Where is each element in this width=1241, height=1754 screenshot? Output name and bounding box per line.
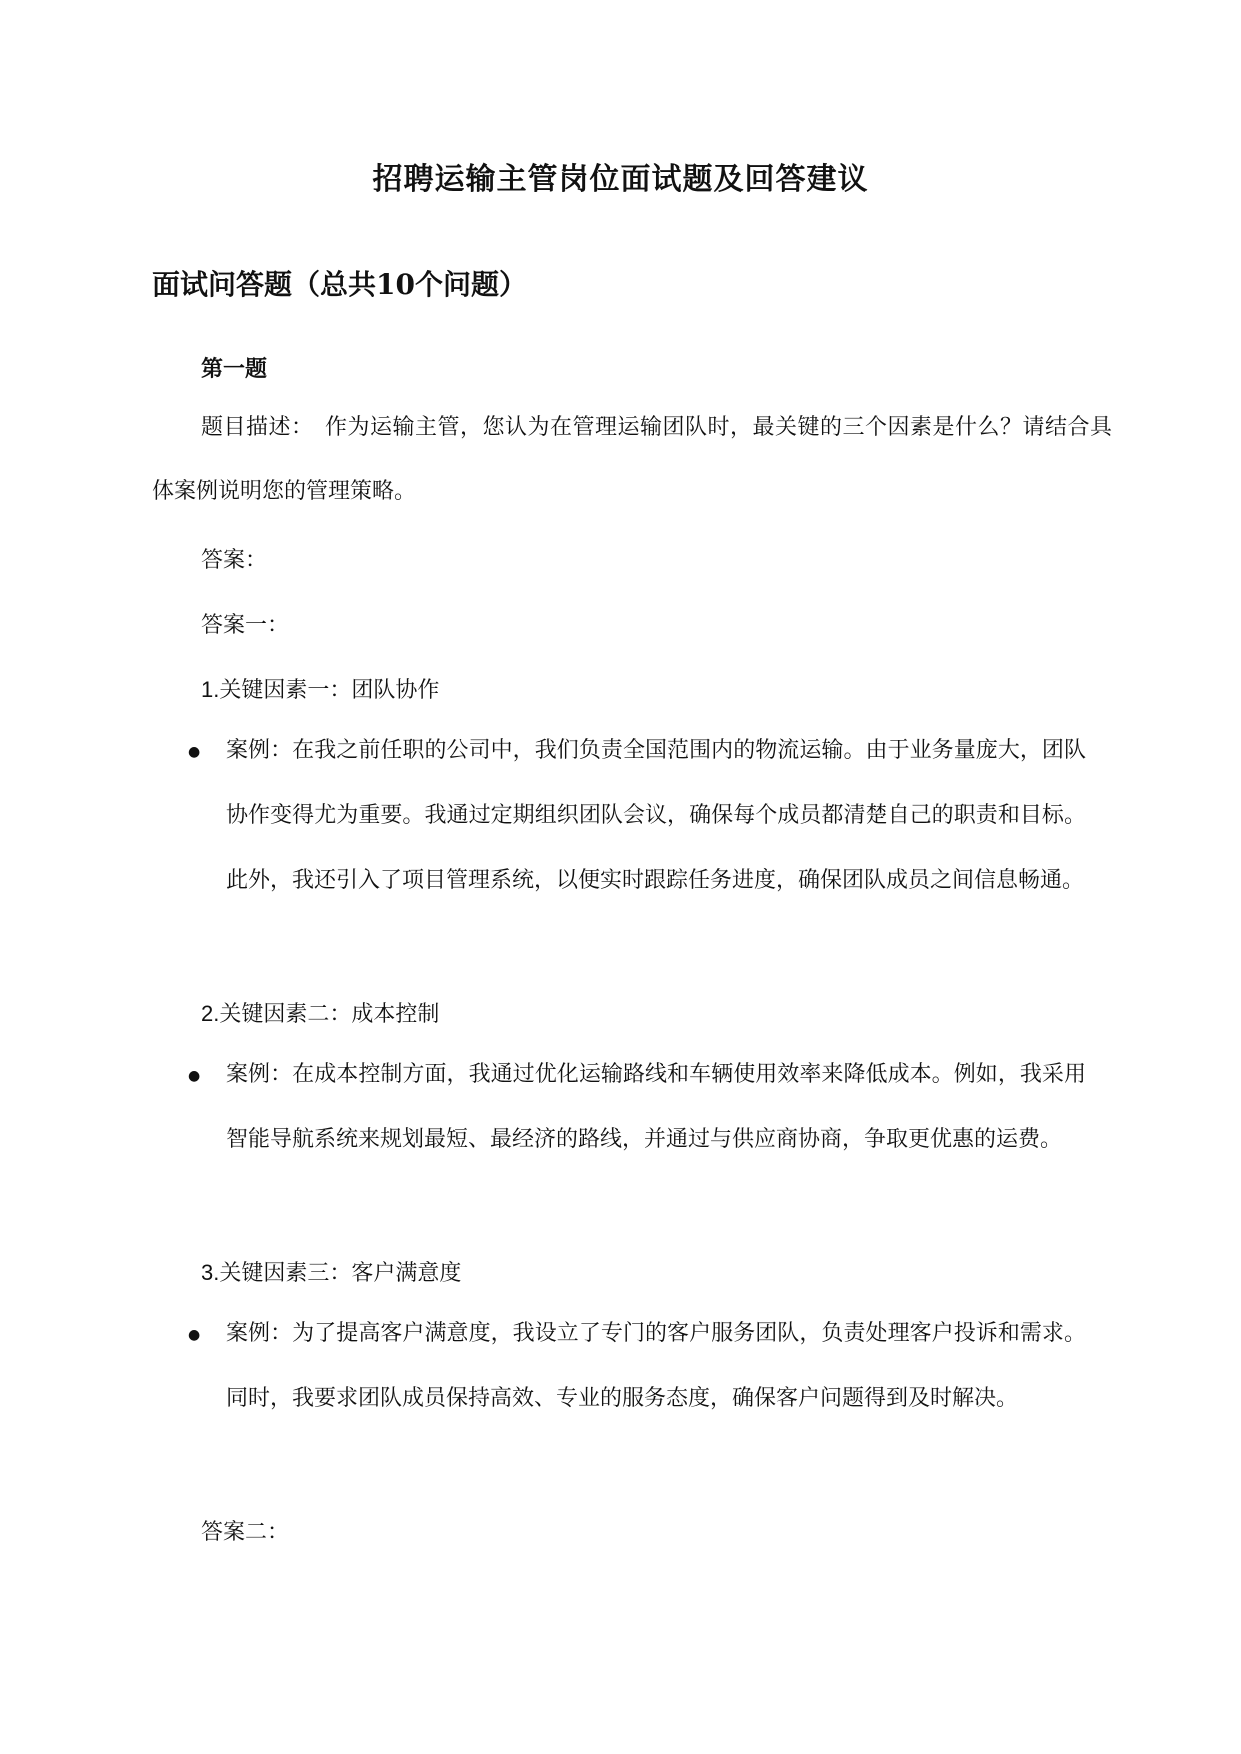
factor-case: 案例：在成本控制方面，我通过优化运输路线和车辆使用效率来降低成本。例如，我采用智能导航系统来规划最短、最经济的路线，并通过与供应商协商，争取更优惠的运费。 [226,1062,1086,1152]
question-description: 题目描述： 作为运输主管，您认为在管理运输团队时，最关键的三个因素是什么？请结合具体案例说明您的管理策略。 [152,415,1112,504]
factor-heading [201,673,439,704]
factor-heading [201,1256,461,1287]
answer-label: 答案： [201,548,268,573]
bullet-icon: ● [188,1068,201,1084]
factor-title: 关键因素二：成本控制 [219,1002,440,1027]
section-heading: 面试问答题（总共10个问题） [152,268,527,301]
factor-number: 3. [201,1260,220,1285]
bullet-icon: ● [188,744,201,760]
factor-heading [201,997,439,1028]
factor-case: 案例：在我之前任职的公司中，我们负责全国范围内的物流运输。由于业务量庞大，团队协作变得尤为重要。我通过定期组织团队会议，确保每个成员都清楚自己的职责和目标。此外，我还引入了项目管理系统，以便实时跟踪任务进度，确保团队成员之间信息畅通。 [226,738,1086,893]
factor-number: 2. [201,1001,220,1026]
bullet-icon: ● [188,1327,201,1343]
factor-title: 关键因素三：客户满意度 [219,1261,462,1286]
question-label: 第一题 [201,356,268,382]
factor-case: 案例：为了提高客户满意度，我设立了专门的客户服务团队，负责处理客户投诉和需求。同时，我要求团队成员保持高效、专业的服务态度，确保客户问题得到及时解决。 [226,1321,1086,1411]
answer-two-label: 答案二： [201,1520,290,1545]
factor-title: 关键因素一：团队协作 [219,678,440,703]
answer-one-label: 答案一： [201,613,290,638]
factor-number: 1. [201,677,220,702]
document-title: 招聘运输主管岗位面试题及回答建议 [372,162,869,197]
